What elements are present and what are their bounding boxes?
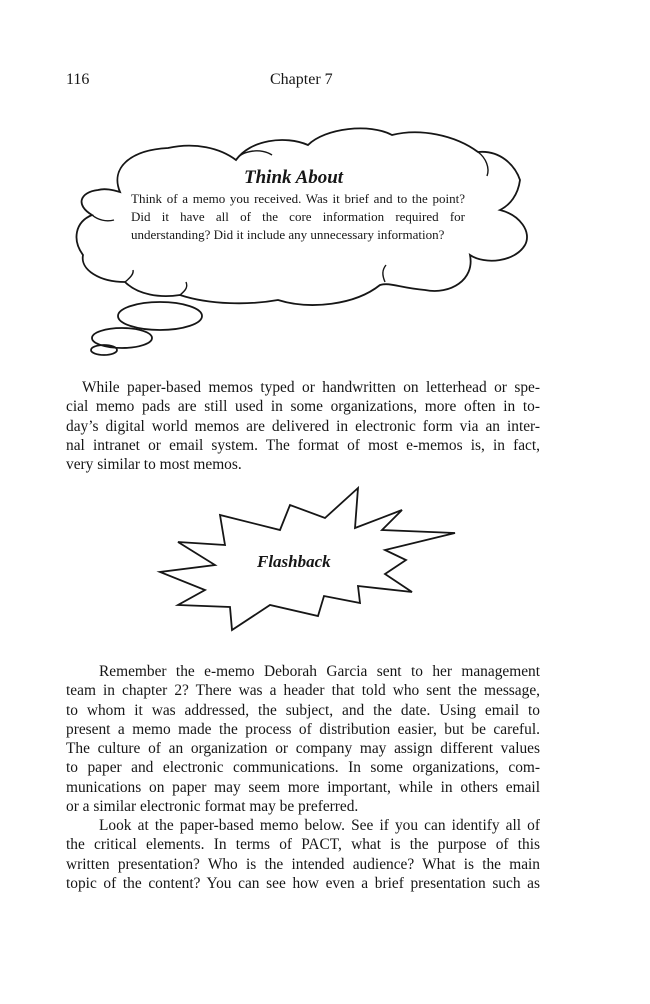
- text-line: written presentation? Who is the intended audience? What is the main: [66, 855, 540, 873]
- text-line: While paper-based memos typed or handwritten on letterhead or spe-: [82, 379, 540, 396]
- text-line: to whom it was addressed, the subject, and the date. Using email to: [66, 701, 540, 719]
- text-line: munications on paper may seem more important, while in others email: [66, 778, 540, 796]
- think-about-title: Think About: [244, 167, 344, 188]
- paragraph-intro: [66, 378, 540, 474]
- paragraph-look: [66, 816, 540, 893]
- text-line: present a memo made the process of distribution easier, but be careful.: [66, 720, 540, 738]
- text-line: cial memo pads are still used in some organizations, more often in to-: [66, 398, 540, 416]
- page-number: 116: [66, 71, 90, 88]
- text-line: Remember the e-memo Deborah Garcia sent to her management: [99, 663, 540, 680]
- flashback-label: Flashback: [257, 552, 331, 571]
- text-line: topic of the content? You can see how even a brief presentation such as: [66, 874, 540, 892]
- text-line: Look at the paper-based memo below. See if you can identify all of: [99, 817, 540, 834]
- paragraph-remember: [66, 662, 540, 816]
- text-line: The culture of an organization or company may assign different values: [66, 740, 540, 758]
- text-line: day’s digital world memos are delivered in electronic form via an inter-: [66, 417, 540, 435]
- text-line: very similar to most memos.: [66, 456, 242, 474]
- text-line: to paper and electronic communications. In some organizations, com-: [66, 759, 540, 777]
- text-line: or a similar electronic format may be preferred.: [66, 798, 359, 816]
- text-line: team in chapter 2? There was a header that told who sent the message,: [66, 682, 540, 700]
- running-head: Chapter 7: [270, 71, 333, 88]
- text-line: nal intranet or email system. The format of most e-memos is, in fact,: [66, 436, 540, 454]
- text-line: the critical elements. In terms of PACT, what is the purpose of this: [66, 836, 540, 854]
- think-about-text: Think of a memo you received. Was it brief and to the point? Did it have all of the core information required for understanding? Did it include any unnecessary information?: [131, 191, 465, 242]
